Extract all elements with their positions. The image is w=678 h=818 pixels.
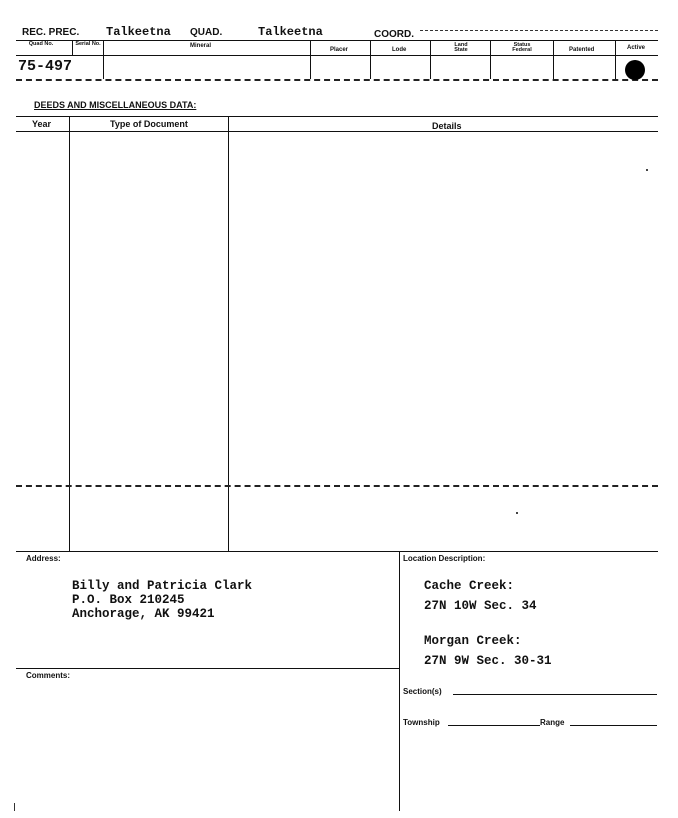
col-details: Details [432,121,462,131]
quad-label: QUAD. [190,27,223,38]
deeds-mid-dash [16,485,658,487]
divider-placer [310,41,311,79]
range-field-line [570,725,657,726]
bottom-center-divider [399,551,400,811]
bottom-top-rule [16,551,658,552]
deeds-heading: DEEDS AND MISCELLANEOUS DATA: [34,100,197,110]
active-dot-icon [625,60,645,80]
scan-speck [14,803,15,811]
quad-serial-value: 75-497 [18,58,73,75]
scan-speck [516,512,518,514]
section-label: Section(s) [403,687,442,696]
col-placer: Placer [330,47,349,53]
rec-prec-value: Talkeetna [106,25,171,39]
col-type-of-document: Type of Document [110,119,188,129]
comments-label: Comments: [26,671,71,680]
location-name-1: Cache Creek: [424,579,515,593]
divider-lode [370,41,371,79]
header-top-dash [420,30,658,31]
location-trs-1: 27N 10W Sec. 34 [424,599,537,613]
col-active: Active [627,45,646,51]
divider-status [490,41,491,79]
address-line-1: Billy and Patricia Clark [72,579,253,593]
rec-prec-label: REC. PREC. [22,27,80,38]
quad-value: Talkeetna [258,25,323,39]
township-label: Township [403,718,440,727]
col-status-federal: Status Federal [512,42,532,53]
col-lode: Lode [392,47,407,53]
township-field-line [448,725,540,726]
header-rule [16,40,658,41]
coord-label: COORD. [374,29,414,40]
divider-land-state [430,41,431,79]
divider-patented [553,41,554,79]
col-land-state: Land State [454,42,468,53]
col-patented: Patented [569,47,595,53]
col-serial-no: Serial No. [75,41,101,47]
col-quad-no: Quad No. [28,41,54,47]
location-trs-2: 27N 9W Sec. 30-31 [424,654,552,668]
deeds-top-rule [16,116,658,117]
divider-active [615,41,616,79]
divider-mineral [103,41,104,79]
address-label: Address: [26,554,61,563]
header-bottom-dash [16,79,658,81]
section-field-line [453,694,657,695]
location-name-2: Morgan Creek: [424,634,522,648]
col-mineral: Mineral [190,43,212,49]
col-year: Year [32,119,52,129]
address-line-3: Anchorage, AK 99421 [72,607,215,621]
location-description-label: Location Description: [403,554,486,563]
deeds-header-rule [16,131,658,132]
range-label: Range [540,718,565,727]
divider-serial [72,41,73,55]
scan-speck [646,169,648,171]
comments-rule [16,668,399,669]
column-header-rule [16,55,658,56]
address-line-2: P.O. Box 210245 [72,593,185,607]
